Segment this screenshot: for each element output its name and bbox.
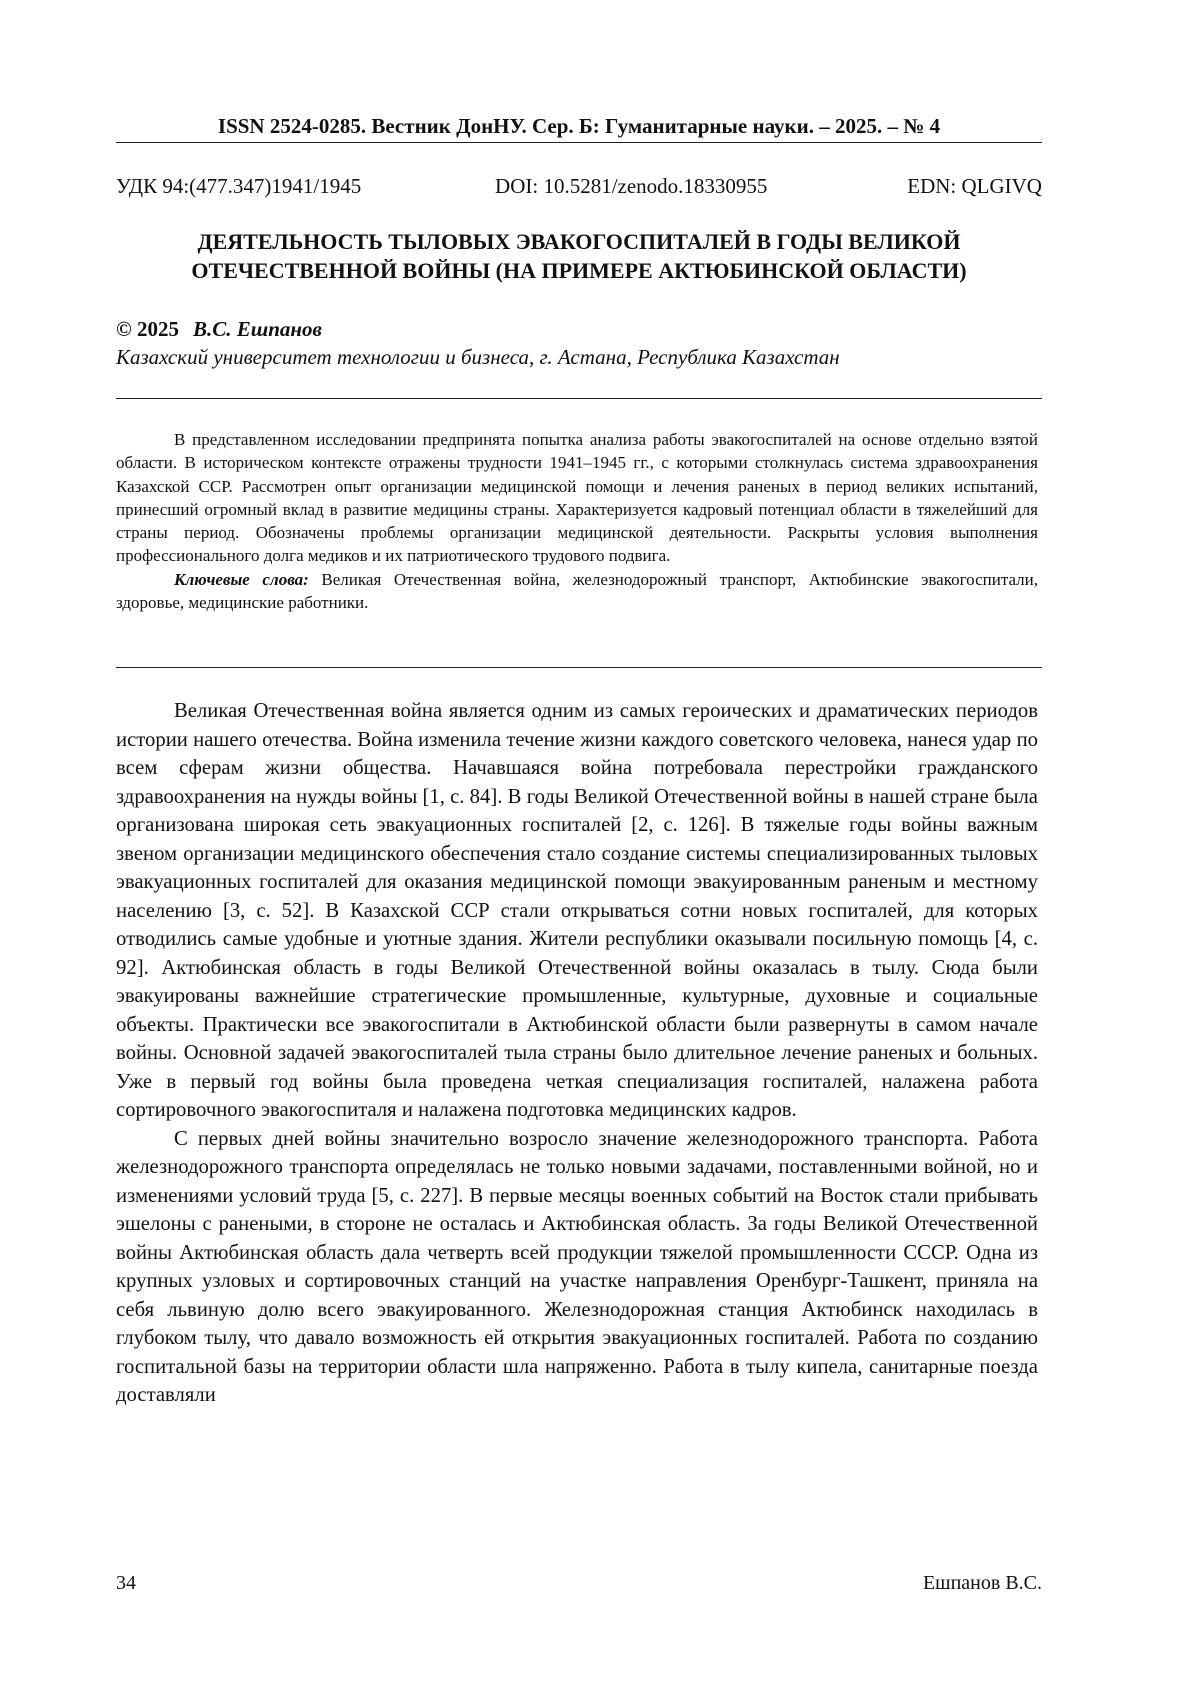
doi-link[interactable]: DOI: 10.5281/zenodo.18330955 bbox=[495, 174, 768, 198]
article-body bbox=[116, 697, 1038, 1410]
author-name: В.С. Ешпанов bbox=[192, 317, 322, 341]
footer-author: Ешпанов В.С. bbox=[922, 1572, 1042, 1594]
copyright-notice: © 2025 bbox=[116, 317, 179, 341]
author-affiliation: Казахский университет технологии и бизнеса, г. Астана, Республика Казахстан bbox=[116, 345, 840, 369]
udc-code: УДК 94:(477.347)1941/1945 bbox=[116, 174, 362, 198]
abstract-block bbox=[116, 428, 1038, 614]
abstract-top-divider bbox=[116, 398, 1042, 399]
article-title-line-1: ДЕЯТЕЛЬНОСТЬ ТЫЛОВЫХ ЭВАКОГОСПИТАЛЕЙ В ГОДЫ ВЕЛИКОЙ bbox=[197, 229, 961, 254]
abstract-bottom-divider bbox=[116, 667, 1042, 668]
body-paragraph: С первых дней войны значительно возросло значение железнодорожного транспорта. Работа железнодорожного транспорта определялась не только новыми задачами, поставленными войной, но и изменениями условий труда [5, с. 227]. В первые месяцы военных событий на Восток стали прибывать эшелоны с ранеными, в стороне не осталась и Актюбинская область. За годы Великой Отечественной войны Актюбинская область дала четверть всей продукции тяжелой промышленности СССР. Одна из крупных узловых и сортировочных станций на участке направления Оренбург-Ташкент, приняла на себя львиную долю всего эвакуированного. Железнодорожная станция Актюбинск находилась в глубоком тылу, что давало возможность ей открытия эвакуационных госпиталей. Работа по созданию госпитальной базы на территории области шла напряженно. Работа в тылу кипела, санитарные поезда доставляли bbox=[116, 1127, 1038, 1406]
article-title bbox=[116, 227, 1042, 285]
author-line bbox=[116, 316, 322, 342]
page-number: 34 bbox=[116, 1572, 136, 1594]
header-divider bbox=[116, 142, 1042, 143]
abstract-text: В представленном исследовании предпринята попытка анализа работы эвакогоспиталей на основе отдельно взятой области. В историческом контексте отражены трудности 1941–1945 гг., с которыми столкнулась система здравоохранения Казахской ССР. Рассмотрен опыт организации медицинской помощи и лечения раненых в период великих испытаний, принесший огромный вклад в развитие медицины страны. Характеризуется кадровый потенциал области в тяжелейший для страны период. Обозначены проблемы организации медицинской деятельности. Раскрыты условия выполнения профессионального долга медиков и их патриотического трудового подвига. bbox=[116, 430, 1038, 566]
running-header: ISSN 2524-0285. Вестник ДонНУ. Сер. Б: Гуманитарные науки. – 2025. – № 4 bbox=[217, 114, 941, 138]
keywords-label: Ключевые слова: bbox=[174, 569, 309, 589]
body-paragraph: Великая Отечественная война является одним из самых героических и драматических периодов истории нашего отечества. Война изменила течение жизни каждого советского человека, нанеся удар по всем сферам жизни общества. Начавшаяся война потребовала перестройки гражданского здравоохранения на нужды войны [1, с. 84]. В годы Великой Отечественной войны в нашей стране была организована широкая сеть эвакуационных госпиталей [2, с. 126]. В тяжелые годы войны важным звеном организации медицинского обеспечения стало создание системы специализированных тыловых эвакуационных госпиталей для оказания медицинской помощи эвакуированным раненым и местному населению [3, с. 52]. В Казахской ССР стали открываться сотни новых госпиталей, для которых отводились самые удобные и уютные здания. Жители республики оказывали посильную помощь [4, с. 92]. Актюбинская область в годы Великой Отечественной войны оказалась в тылу. Сюда были эвакуированы важнейшие стратегические промышленные, культурные, духовные и социальные объекты. Практически все эвакогоспитали в Актюбинской области были развернуты в самом начале войны. Основной задачей эвакогоспиталей тыла страны было длительное лечение раненых и больных. Уже в первый год войны была проведена четкая специализация госпиталей, налажена работа сортировочного эвакогоспиталя и налажена подготовка медицинских кадров. bbox=[116, 700, 1038, 1121]
article-title-line-2: ОТЕЧЕСТВЕННОЙ ВОЙНЫ (НА ПРИМЕРЕ АКТЮБИНСКОЙ ОБЛАСТИ) bbox=[191, 258, 967, 283]
edn-code: EDN: QLGIVQ bbox=[907, 174, 1042, 198]
keywords-line bbox=[116, 568, 1038, 615]
keywords-list: Великая Отечественная война, железнодорожный транспорт, Актюбинские эвакогоспитали, здоровье, медицинские работники. bbox=[116, 569, 1038, 613]
article-identifiers bbox=[116, 173, 1042, 199]
